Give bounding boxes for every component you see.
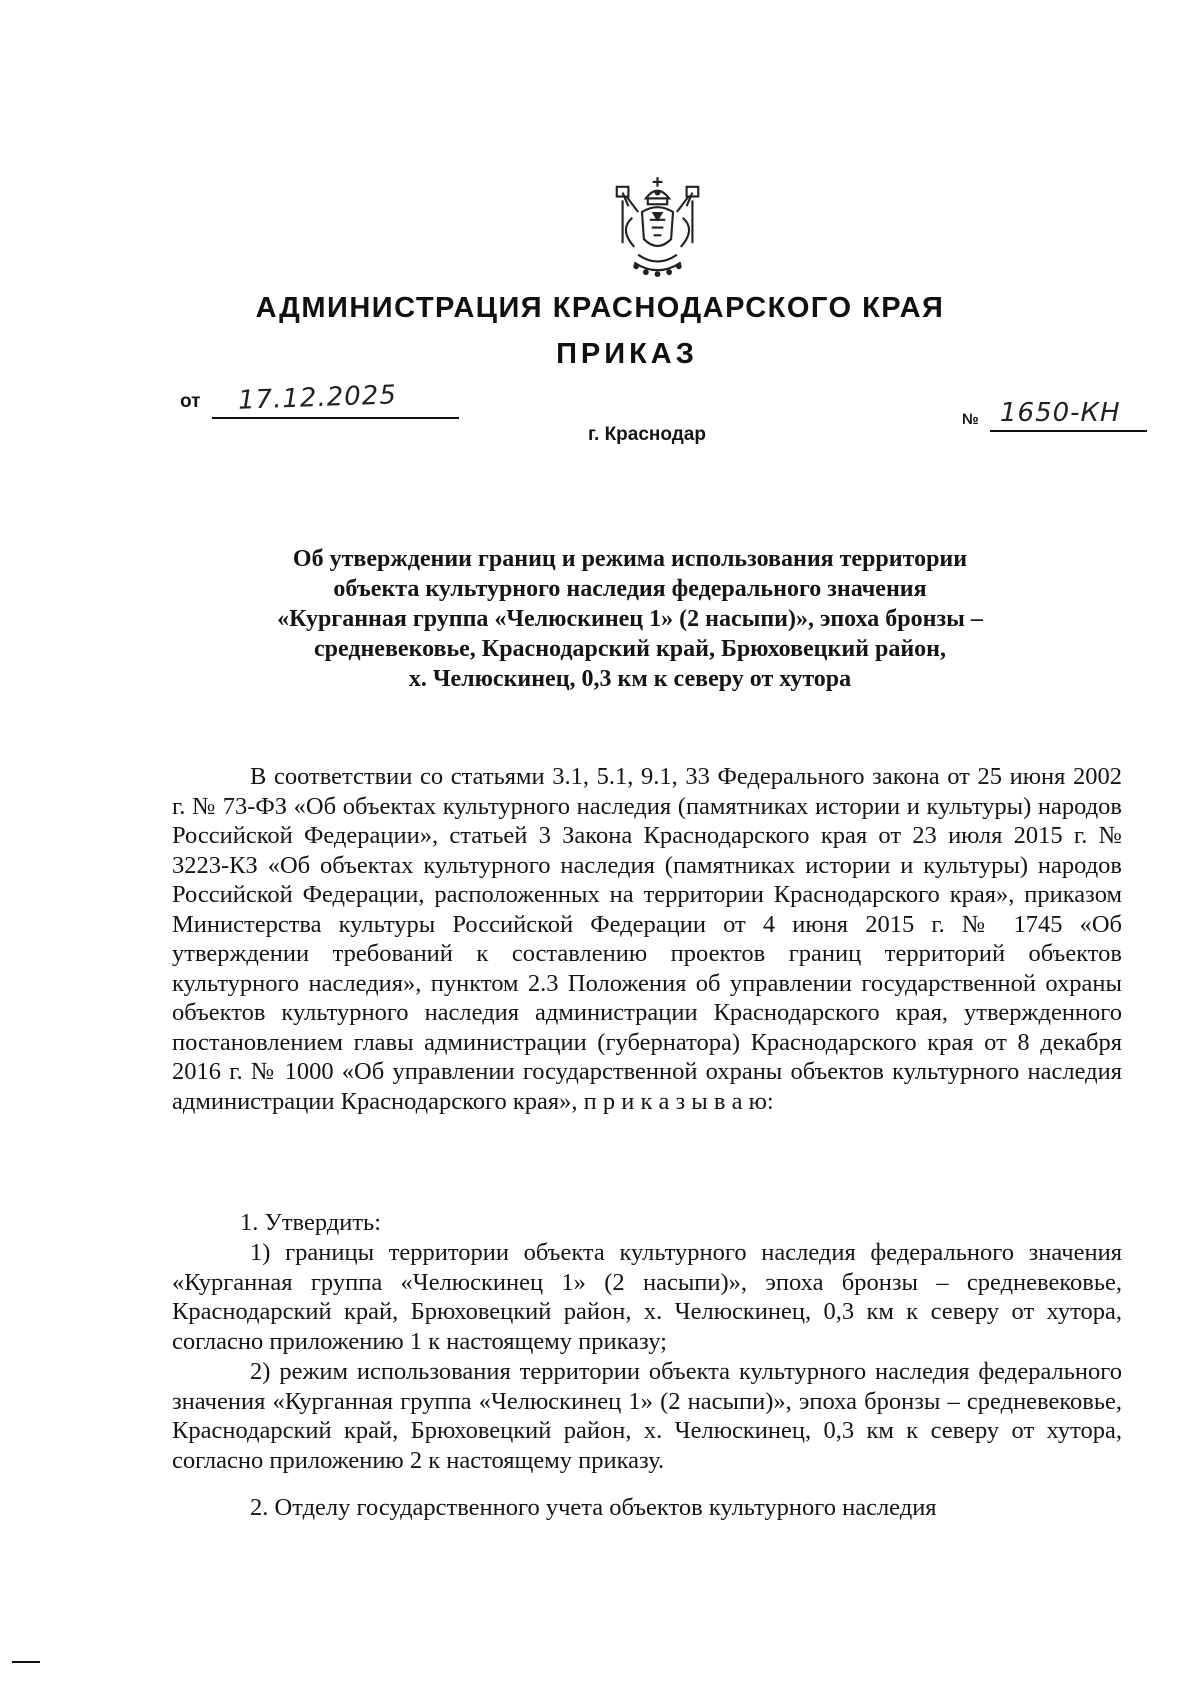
title-line: объекта культурного наследия федерального значения (333, 576, 927, 602)
preamble-block (172, 762, 1122, 1116)
preamble-paragraph: В соответствии со статьями 3.1, 5.1, 9.1, 33 Федерального закона от 25 июня 2002 г. № 73-ФЗ «Об объектах культурного наследия (памятниках истории и культуры) народов Российской Федерации», статьей 3 Закона Краснодарского края от 23 июля 2015 г. № 3223-КЗ «Об объектах культурного наследия (памятниках истории и культуры) народов Российской Федерации, расположенных на территории Краснодарского края», приказом Министерства культуры Российской Федерации от 4 июня 2015 г. № 1745 «Об утверждении требований к составлению проектов границ территорий объектов культурного наследия», пунктом 2.3 Положения об управлении государственной охраны объектов культурного наследия администрации Краснодарского края, утвержденного постановлением главы администрации (губернатора) Краснодарского края от 8 декабря 2016 г. № 1000 «Об управлении государственной охраны объектов культурного наследия администрации Краснодарского края», п р и к а з ы в а ю: (172, 763, 1122, 1115)
subitem-1: 1) границы территории объекта культурного наследия федерального значения «Курганная группа «Челюскинец 1» (2 насыпи)», эпоха бронзы – средневековье, Краснодарский край, Брюховецкий район, х. Челюскинец, 0,3 км к северу от хутора, согласно приложению 1 к настоящему приказу; (172, 1239, 1122, 1355)
number-label: № (962, 411, 979, 428)
subitem-2-block (172, 1357, 1122, 1475)
subitem-1-block (172, 1238, 1122, 1356)
title-line: «Курганная группа «Челюскинец 1» (2 насыпи)», эпоха бронзы – (277, 606, 983, 632)
subitem-2: 2) режим использования территории объекта культурного наследия федерального значения «Курганная группа «Челюскинец 1» (2 насыпи)», эпоха бронзы – средневековье, Краснодарский край, Брюховецкий район, х. Челюскинец, 0,3 км к северу от хутора, согласно приложению 2 к настоящему приказу. (172, 1358, 1122, 1474)
document-type: ПРИКАЗ (556, 338, 698, 370)
item-1: 1. Утвердить: (240, 1209, 382, 1236)
title-line: х. Челюскинец, 0,3 км к северу от хутора (408, 666, 852, 692)
document-title (200, 544, 1060, 694)
coat-of-arms-icon (609, 173, 706, 285)
date-label: от (180, 391, 201, 412)
page-edge-mark (12, 1661, 40, 1663)
city-name: г. Краснодар (588, 424, 706, 445)
organization-name: АДМИНИСТРАЦИЯ КРАСНОДАРСКОГО КРАЯ (255, 292, 945, 324)
number-value-handwritten: 1650-КН (1000, 398, 1121, 428)
date-value-handwritten: 17.12.2025 (237, 380, 398, 416)
item-2-block (172, 1493, 1122, 1523)
item-2: 2. Отделу государственного учета объектов культурного наследия (250, 1494, 937, 1521)
title-line: средневековье, Краснодарский край, Брюховецкий район, (314, 636, 946, 662)
number-underline (990, 430, 1147, 432)
date-underline (212, 417, 459, 419)
title-line: Об утверждении границ и режима использования территории (292, 546, 968, 572)
item-1-block (172, 1208, 1122, 1238)
